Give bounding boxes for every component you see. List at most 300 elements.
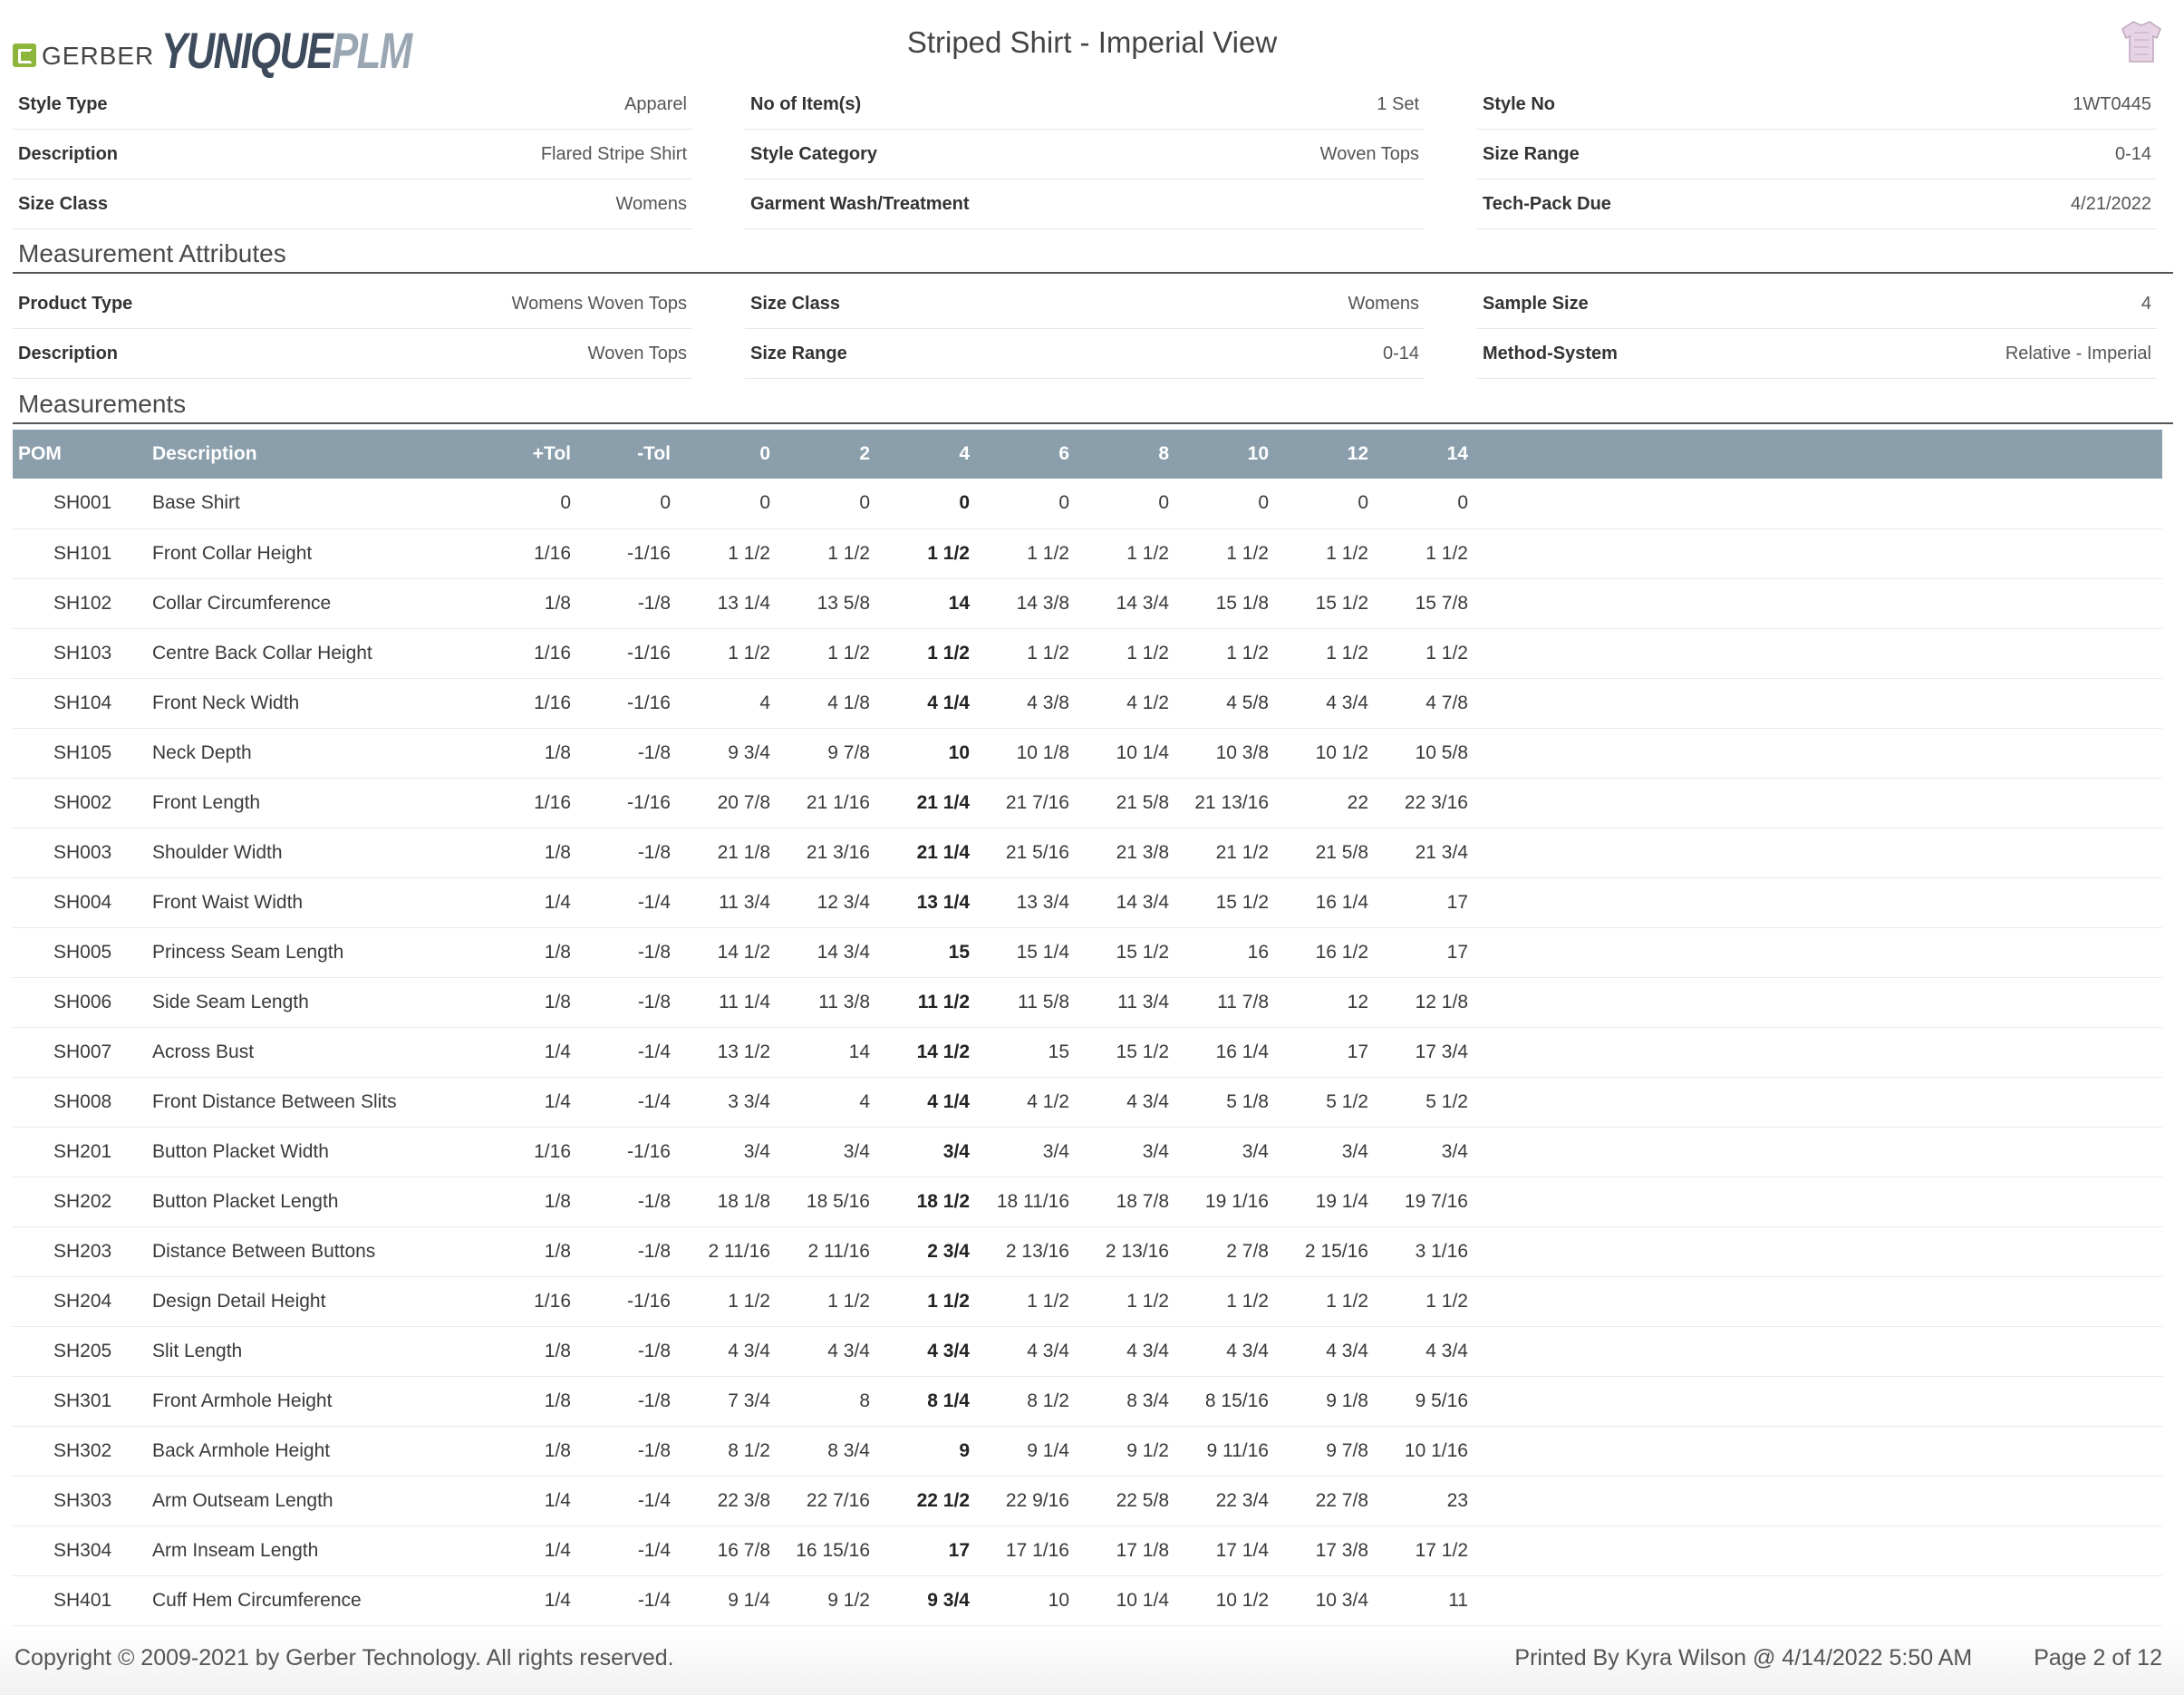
value-cell: 1/4 xyxy=(544,1539,571,1561)
value-cell: 4 3/4 xyxy=(1027,1340,1069,1361)
value-cell: 8 3/4 xyxy=(827,1439,870,1461)
row-filler xyxy=(1474,927,2162,977)
column-header: 4 xyxy=(959,443,970,464)
attr-row xyxy=(745,279,1425,329)
value-cell: 15 1/2 xyxy=(1315,592,1368,614)
attr-value: 0-14 xyxy=(1382,343,1419,363)
attr-value: Relative - Imperial xyxy=(2005,343,2151,363)
value-cell: 1/16 xyxy=(534,542,571,564)
value-cell: 11 1/4 xyxy=(719,991,770,1012)
value-cell: 1/16 xyxy=(534,791,571,813)
value-cell: 19 1/16 xyxy=(1204,1190,1269,1212)
value-cell: 9 1/4 xyxy=(728,1589,770,1611)
value-cell: 17 xyxy=(1347,1041,1368,1062)
value-cell: -1/8 xyxy=(637,1190,671,1212)
attr-column xyxy=(745,279,1425,379)
value-cell: 21 3/4 xyxy=(1415,841,1468,863)
value-cell: 1/8 xyxy=(544,741,571,763)
value-cell: 22 3/8 xyxy=(717,1489,770,1511)
description-cell: Side Seam Length xyxy=(152,991,309,1012)
column-header: 2 xyxy=(859,443,870,464)
value-cell: 3/4 xyxy=(942,1140,970,1162)
value-cell: 11 3/8 xyxy=(818,991,870,1012)
table-row xyxy=(13,1077,2162,1127)
value-cell: 17 3/4 xyxy=(1415,1041,1468,1062)
value-cell: 8 xyxy=(859,1390,870,1411)
value-cell: 9 xyxy=(959,1439,970,1461)
value-cell: 2 13/16 xyxy=(1105,1240,1169,1262)
value-cell: 1 1/2 xyxy=(1126,1290,1169,1312)
value-cell: 1/4 xyxy=(544,1090,571,1112)
attr-label: Size Class xyxy=(750,293,840,314)
table-row xyxy=(13,977,2162,1027)
value-cell: 2 11/16 xyxy=(807,1240,870,1262)
attr-value: Woven Tops xyxy=(587,343,687,363)
value-cell: 9 1/4 xyxy=(1027,1439,1069,1461)
description-cell: Button Placket Length xyxy=(152,1190,339,1212)
value-cell: 22 7/16 xyxy=(806,1489,870,1511)
table-row xyxy=(13,927,2162,977)
row-filler xyxy=(1474,1376,2162,1426)
value-cell: 3/4 xyxy=(743,1140,770,1162)
value-cell: 1/8 xyxy=(544,592,571,614)
description-cell: Front Collar Height xyxy=(152,542,313,564)
row-filler xyxy=(1474,1276,2162,1326)
table-body xyxy=(13,479,2162,1625)
value-cell: 1/16 xyxy=(534,642,571,663)
value-cell: 1 1/2 xyxy=(927,1290,970,1312)
value-cell: 14 1/2 xyxy=(916,1041,970,1062)
value-cell: 1/4 xyxy=(544,1589,571,1611)
info-column xyxy=(13,80,692,229)
value-cell: 9 3/4 xyxy=(728,741,770,763)
attr-label: Product Type xyxy=(18,293,133,314)
row-filler xyxy=(1474,1177,2162,1226)
value-cell: 8 1/2 xyxy=(1027,1390,1069,1411)
info-label: Style Category xyxy=(750,143,878,164)
table-row xyxy=(13,1326,2162,1376)
column-header: Description xyxy=(152,443,257,464)
value-cell: 13 5/8 xyxy=(817,592,870,614)
value-cell: 1/8 xyxy=(544,1240,571,1262)
value-cell: 2 11/16 xyxy=(708,1240,770,1262)
value-cell: 1 1/2 xyxy=(1425,542,1468,564)
attr-value: Womens Woven Tops xyxy=(511,293,687,314)
table-row xyxy=(13,1027,2162,1077)
value-cell: 9 3/4 xyxy=(927,1589,970,1611)
table-row xyxy=(13,728,2162,778)
value-cell: 10 xyxy=(1048,1589,1069,1611)
description-cell: Front Length xyxy=(152,791,261,813)
column-header: -Tol xyxy=(637,443,671,464)
value-cell: 1 1/2 xyxy=(1226,1290,1269,1312)
pom-code-cell: SH006 xyxy=(53,991,112,1012)
value-cell: 13 3/4 xyxy=(1016,891,1069,913)
row-filler xyxy=(1474,1077,2162,1127)
info-value: Woven Tops xyxy=(1319,143,1419,164)
table-row xyxy=(13,1276,2162,1326)
row-filler xyxy=(1474,1476,2162,1526)
value-cell: -1/4 xyxy=(637,1489,671,1511)
value-cell: 8 15/16 xyxy=(1204,1390,1269,1411)
value-cell: 1 1/2 xyxy=(1226,642,1269,663)
value-cell: 14 xyxy=(948,592,970,614)
value-cell: 18 5/16 xyxy=(806,1190,870,1212)
value-cell: 4 7/8 xyxy=(1425,692,1468,713)
attr-label: Sample Size xyxy=(1483,293,1589,314)
value-cell: 1 1/2 xyxy=(1425,1290,1468,1312)
table-row xyxy=(13,1426,2162,1476)
info-row xyxy=(745,130,1425,179)
pom-code-cell: SH401 xyxy=(53,1589,112,1611)
info-row xyxy=(1477,130,2157,179)
value-cell: 17 3/8 xyxy=(1315,1539,1368,1561)
info-label: Size Range xyxy=(1483,143,1580,164)
value-cell: 1/4 xyxy=(544,1489,571,1511)
row-filler xyxy=(1474,977,2162,1027)
value-cell: -1/8 xyxy=(637,1240,671,1262)
value-cell: 22 5/8 xyxy=(1116,1489,1169,1511)
value-cell: 1 1/2 xyxy=(1126,542,1169,564)
value-cell: 4 1/2 xyxy=(1126,692,1169,713)
value-cell: 4 3/4 xyxy=(1326,692,1368,713)
table-header-row xyxy=(13,430,2162,479)
value-cell: 1/4 xyxy=(544,1041,571,1062)
row-filler xyxy=(1474,628,2162,678)
table-row xyxy=(13,1226,2162,1276)
table-row xyxy=(13,1177,2162,1226)
value-cell: 0 xyxy=(560,492,571,514)
value-cell: 18 7/8 xyxy=(1116,1190,1169,1212)
value-cell: 1 1/2 xyxy=(1126,642,1169,663)
table-row xyxy=(13,578,2162,628)
pom-code-cell: SH301 xyxy=(53,1390,112,1411)
row-filler xyxy=(1474,778,2162,828)
attr-row xyxy=(745,329,1425,379)
value-cell: 15 1/8 xyxy=(1215,592,1269,614)
value-cell: 21 5/8 xyxy=(1315,841,1368,863)
value-cell: 13 1/2 xyxy=(717,1041,770,1062)
value-cell: 11 1/2 xyxy=(917,991,970,1012)
pom-code-cell: SH102 xyxy=(53,592,112,614)
footer xyxy=(0,1627,2184,1695)
value-cell: 4 3/4 xyxy=(1126,1090,1169,1112)
value-cell: 10 5/8 xyxy=(1415,741,1468,763)
value-cell: 11 3/4 xyxy=(1117,991,1169,1012)
value-cell: 4 3/8 xyxy=(1027,692,1069,713)
value-cell: 0 xyxy=(859,492,870,514)
value-cell: 15 1/2 xyxy=(1116,941,1169,963)
description-cell: Distance Between Buttons xyxy=(152,1240,376,1262)
page-title: Striped Shirt - Imperial View xyxy=(906,25,1278,59)
value-cell: 15 xyxy=(948,941,970,963)
value-cell: 7 3/4 xyxy=(728,1390,770,1411)
value-cell: 0 xyxy=(1358,492,1368,514)
value-cell: -1/8 xyxy=(637,941,671,963)
pom-code-cell: SH104 xyxy=(53,692,112,713)
pom-code-cell: SH101 xyxy=(53,542,112,564)
value-cell: 21 5/8 xyxy=(1116,791,1169,813)
row-filler xyxy=(1474,479,2162,528)
value-cell: 10 3/8 xyxy=(1215,741,1269,763)
value-cell: 10 1/4 xyxy=(1116,741,1169,763)
info-label: Size Class xyxy=(18,193,108,214)
value-cell: 3/4 xyxy=(1042,1140,1069,1162)
table-row xyxy=(13,678,2162,728)
logo-yunique-text: YUNIQUEPLM xyxy=(161,22,411,79)
value-cell: 1 1/2 xyxy=(1326,542,1368,564)
pom-code-cell: SH302 xyxy=(53,1439,112,1461)
value-cell: 2 7/8 xyxy=(1226,1240,1269,1262)
value-cell: 17 1/2 xyxy=(1415,1539,1468,1561)
value-cell: 17 xyxy=(1446,941,1468,963)
value-cell: 1 1/2 xyxy=(1425,642,1468,663)
value-cell: 4 xyxy=(759,692,770,713)
value-cell: 21 5/16 xyxy=(1005,841,1069,863)
value-cell: 1/16 xyxy=(534,1140,571,1162)
value-cell: 9 7/8 xyxy=(827,741,870,763)
value-cell: 1/4 xyxy=(544,891,571,913)
value-cell: 1 1/2 xyxy=(1226,542,1269,564)
value-cell: 15 xyxy=(1048,1041,1069,1062)
value-cell: 14 3/4 xyxy=(1116,891,1169,913)
value-cell: 0 xyxy=(1158,492,1169,514)
column-header: 12 xyxy=(1347,443,1368,464)
row-filler xyxy=(1474,528,2162,578)
value-cell: 2 15/16 xyxy=(1304,1240,1368,1262)
value-cell: 9 1/2 xyxy=(827,1589,870,1611)
value-cell: 0 xyxy=(959,492,970,514)
value-cell: -1/8 xyxy=(637,592,671,614)
value-cell: 4 1/4 xyxy=(927,1090,970,1112)
value-cell: 1 1/2 xyxy=(1326,1290,1368,1312)
pom-code-cell: SH002 xyxy=(53,791,112,813)
value-cell: -1/8 xyxy=(637,841,671,863)
value-cell: 3/4 xyxy=(1341,1140,1368,1162)
value-cell: 22 7/8 xyxy=(1315,1489,1368,1511)
column-header: +Tol xyxy=(532,443,571,464)
value-cell: 21 1/8 xyxy=(717,841,770,863)
attr-label: Size Range xyxy=(750,343,847,363)
value-cell: 1 1/2 xyxy=(728,542,770,564)
value-cell: 1/8 xyxy=(544,991,571,1012)
value-cell: 1/8 xyxy=(544,1390,571,1411)
table-row xyxy=(13,528,2162,578)
table-row xyxy=(13,628,2162,678)
table-row xyxy=(13,1575,2162,1625)
footer-right xyxy=(1514,1645,2162,1671)
value-cell: 8 1/4 xyxy=(927,1390,970,1411)
column-header: 14 xyxy=(1446,443,1468,464)
value-cell: 4 3/4 xyxy=(1226,1340,1269,1361)
style-info-grid xyxy=(13,80,2162,229)
value-cell: 12 1/8 xyxy=(1415,991,1468,1012)
pom-code-cell: SH003 xyxy=(53,841,112,863)
value-cell: 3/4 xyxy=(843,1140,870,1162)
info-value: Flared Stripe Shirt xyxy=(540,143,687,164)
value-cell: 21 3/8 xyxy=(1116,841,1169,863)
info-value: 0-14 xyxy=(2114,143,2151,164)
value-cell: -1/8 xyxy=(637,1390,671,1411)
value-cell: 9 1/8 xyxy=(1326,1390,1368,1411)
value-cell: 1 1/2 xyxy=(1326,642,1368,663)
shirt-icon xyxy=(2117,16,2166,65)
measurement-attributes-grid xyxy=(13,279,2162,379)
pom-code-cell: SH001 xyxy=(53,492,112,514)
value-cell: 9 7/8 xyxy=(1326,1439,1368,1461)
value-cell: -1/4 xyxy=(637,1539,671,1561)
row-filler xyxy=(1474,1575,2162,1625)
value-cell: 15 7/8 xyxy=(1415,592,1468,614)
value-cell: 4 3/4 xyxy=(1425,1340,1468,1361)
pom-code-cell: SH204 xyxy=(53,1290,112,1312)
info-value: 1WT0445 xyxy=(2073,93,2151,114)
row-filler xyxy=(1474,1326,2162,1376)
info-label: Style Type xyxy=(18,93,108,114)
printed-by-text: Printed By Kyra Wilson @ 4/14/2022 5:50 AM xyxy=(1514,1645,1973,1671)
description-cell: Princess Seam Length xyxy=(152,941,344,963)
value-cell: -1/16 xyxy=(627,791,671,813)
info-column xyxy=(1477,80,2157,229)
value-cell: 17 1/16 xyxy=(1005,1539,1069,1561)
measurements-table-wrap xyxy=(13,430,2162,1626)
row-filler xyxy=(1474,1226,2162,1276)
description-cell: Front Waist Width xyxy=(152,891,304,913)
row-filler xyxy=(1474,1526,2162,1575)
info-row xyxy=(13,179,692,229)
value-cell: 10 1/4 xyxy=(1116,1589,1169,1611)
value-cell: 1 1/2 xyxy=(927,642,970,663)
value-cell: 4 1/8 xyxy=(827,692,870,713)
value-cell: 9 11/16 xyxy=(1206,1439,1269,1461)
value-cell: 20 7/8 xyxy=(717,791,770,813)
value-cell: 0 xyxy=(660,492,671,514)
value-cell: 18 11/16 xyxy=(996,1190,1069,1212)
row-filler xyxy=(1474,877,2162,927)
value-cell: 23 xyxy=(1446,1489,1468,1511)
value-cell: 14 xyxy=(848,1041,870,1062)
value-cell: 21 7/16 xyxy=(1005,791,1069,813)
table-row xyxy=(13,1476,2162,1526)
description-cell: Neck Depth xyxy=(152,741,252,763)
value-cell: 2 13/16 xyxy=(1005,1240,1069,1262)
value-cell: -1/4 xyxy=(637,1041,671,1062)
value-cell: 0 xyxy=(1457,492,1468,514)
value-cell: 16 xyxy=(1247,941,1269,963)
value-cell: 16 1/2 xyxy=(1315,941,1368,963)
pom-code-cell: SH103 xyxy=(53,642,112,663)
info-value: 1 Set xyxy=(1377,93,1419,114)
column-header: 8 xyxy=(1158,443,1169,464)
value-cell: 11 xyxy=(1448,1589,1468,1611)
value-cell: 1 1/2 xyxy=(927,542,970,564)
column-header: 10 xyxy=(1247,443,1269,464)
description-cell: Arm Inseam Length xyxy=(152,1539,319,1561)
value-cell: 1 1/2 xyxy=(827,542,870,564)
value-cell: 10 1/8 xyxy=(1016,741,1069,763)
attr-value: 4 xyxy=(2141,293,2151,314)
value-cell: 12 xyxy=(1347,991,1368,1012)
value-cell: 1 1/2 xyxy=(827,1290,870,1312)
value-cell: 17 xyxy=(948,1539,970,1561)
table-row xyxy=(13,1127,2162,1177)
value-cell: 10 xyxy=(948,741,970,763)
info-value: Apparel xyxy=(624,93,687,114)
value-cell: -1/4 xyxy=(637,1589,671,1611)
value-cell: -1/16 xyxy=(627,542,671,564)
value-cell: -1/16 xyxy=(627,692,671,713)
attr-label: Method-System xyxy=(1483,343,1618,363)
value-cell: 4 3/4 xyxy=(1326,1340,1368,1361)
value-cell: 21 13/16 xyxy=(1194,791,1269,813)
info-label: No of Item(s) xyxy=(750,93,862,114)
info-value: 4/21/2022 xyxy=(2071,193,2151,214)
info-row xyxy=(745,80,1425,130)
value-cell: 16 1/4 xyxy=(1315,891,1368,913)
value-cell: 22 1/2 xyxy=(916,1489,970,1511)
attr-column xyxy=(13,279,692,379)
value-cell: 13 1/4 xyxy=(916,891,970,913)
info-row xyxy=(1477,179,2157,229)
value-cell: 3 1/16 xyxy=(1415,1240,1468,1262)
value-cell: 4 3/4 xyxy=(728,1340,770,1361)
value-cell: 1 1/2 xyxy=(728,642,770,663)
value-cell: 14 3/4 xyxy=(1116,592,1169,614)
info-row xyxy=(13,80,692,130)
table-row xyxy=(13,1376,2162,1426)
description-cell: Front Neck Width xyxy=(152,692,300,713)
pom-code-cell: SH303 xyxy=(53,1489,112,1511)
value-cell: 14 3/8 xyxy=(1016,592,1069,614)
value-cell: 4 xyxy=(859,1090,870,1112)
row-filler xyxy=(1474,828,2162,877)
description-cell: Across Bust xyxy=(152,1041,255,1062)
value-cell: 3/4 xyxy=(1142,1140,1169,1162)
pom-code-cell: SH004 xyxy=(53,891,112,913)
value-cell: 21 1/4 xyxy=(916,841,970,863)
description-cell: Button Placket Width xyxy=(152,1140,329,1162)
pom-code-cell: SH304 xyxy=(53,1539,112,1561)
description-cell: Design Detail Height xyxy=(152,1290,326,1312)
measurement-attributes-title: Measurement Attributes xyxy=(13,239,2173,274)
value-cell: 21 1/16 xyxy=(806,791,870,813)
value-cell: 4 5/8 xyxy=(1226,692,1269,713)
value-cell: 11 7/8 xyxy=(1217,991,1269,1012)
value-cell: 1 1/2 xyxy=(1027,642,1069,663)
pom-code-cell: SH201 xyxy=(53,1140,112,1162)
value-cell: 17 1/4 xyxy=(1215,1539,1269,1561)
value-cell: 3/4 xyxy=(1441,1140,1468,1162)
description-cell: Arm Outseam Length xyxy=(152,1489,333,1511)
attr-row xyxy=(1477,329,2157,379)
value-cell: 0 xyxy=(1258,492,1269,514)
column-header: POM xyxy=(18,443,62,464)
info-value: Womens xyxy=(615,193,687,214)
copyright-text: Copyright © 2009-2021 by Gerber Technology. All rights reserved. xyxy=(14,1645,674,1671)
description-cell: Back Armhole Height xyxy=(152,1439,331,1461)
value-cell: 10 1/2 xyxy=(1215,1589,1269,1611)
value-cell: 4 1/4 xyxy=(927,692,970,713)
pom-code-cell: SH005 xyxy=(53,941,112,963)
description-cell: Collar Circumference xyxy=(152,592,332,614)
value-cell: 19 7/16 xyxy=(1404,1190,1468,1212)
value-cell: 16 1/4 xyxy=(1215,1041,1269,1062)
value-cell: 22 3/16 xyxy=(1404,791,1468,813)
description-cell: Slit Length xyxy=(152,1340,243,1361)
pom-code-cell: SH008 xyxy=(53,1090,112,1112)
value-cell: 1/8 xyxy=(544,941,571,963)
info-label: Style No xyxy=(1483,93,1556,114)
